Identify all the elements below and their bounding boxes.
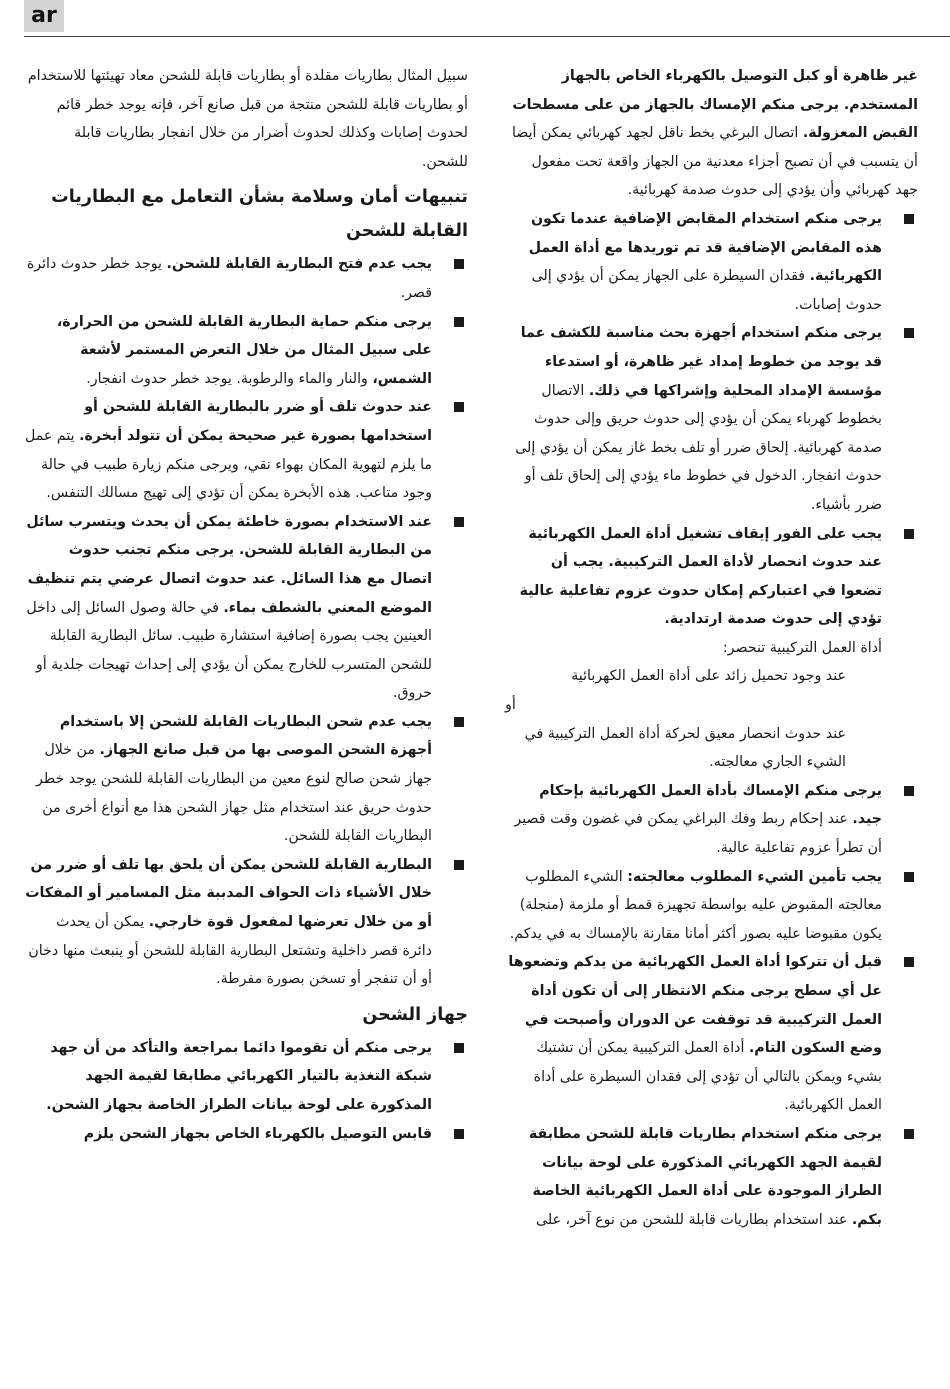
intro-paragraph: غير ظاهرة أو كبل التوصيل بالكهرباء الخاص بالجهاز المستخدم. يرجى منكم الإمساك بالجهاز من على مسطحات القبض المعزولة. اتصال البرغي بخط ناقل لجهد كهربائي يمكن أيضا أن يتسبب في أن تصبح أجزاء معدنية من الجهاز واقعة تحت مفعول جهد كهربائي وأن يؤدي إلى حدوث صدمة كهربائية. — [511, 68, 918, 199]
list-item: يرجى منكم حماية البطارية القابلة للشحن من الحرارة، على سبيل المثال من خلال التعرض المستمر لأشعة الشمس، والنار والماء والرطوبة. يوجد خطر حدوث انفجار. — [24, 308, 468, 394]
list-item: يرجى منكم استخدام المقابض الإضافية عندما تكون هذه المقابض الإضافية قد تم توريدها مع أداة العمل الكهربائية. فقدان السيطرة على الجهاز يمكن أن يؤدي إلى حدوث إصابات. — [505, 205, 918, 319]
sub-text: عند حدوث انحصار معيق لحركة أداة العمل التركيبية في الشيء الجاري معالجته. — [524, 725, 846, 771]
list-item: يرجى منكم الإمساك بأداة العمل الكهربائية بإحكام جيد. عند إحكام ربط وفك البراغي يمكن في غضون وقت قصير أن تطرأ عزوم تفاعلية عالية. — [505, 777, 918, 863]
list-item: يرجى منكم استخدام بطاريات قابلة للشحن مطابقة لقيمة الجهد الكهربائي المذكورة على لوحة بيانات الطراز الموجودة على أداة العمل الكهربائية الخاصة بكم. عند استخدام بطاريات قابلة للشحن من نوع آخر، على — [505, 1120, 918, 1234]
continued-paragraph: سبيل المثال بطاريات مقلدة أو بطاريات قابلة للشحن معاد تهيئتها للاستخدام أو بطاريات قابلة للشحن منتجة من قبل صانع آخر، فإنه يوجد خطر قائم لحدوث إصابات وكذلك لحدوث أضرار من خلال انفجار بطاريات قابلة للشحن. — [27, 68, 468, 170]
left-column — [24, 62, 468, 1148]
section-heading: تنبيهات أمان وسلامة بشأن التعامل مع البطاريات القابلة للشحن — [51, 187, 468, 242]
list-item: يجب على الفور إيقاف تشغيل أداة العمل الكهربائية عند حدوث انحصار لأداة العمل التركيبية. يجب أن تضعوا في اعتباركم إمكان حدوث عزوم تفاعلية عالية تؤدي إلى حدوث صدمة ارتدادية. — [505, 520, 918, 634]
list-item: يجب تأمين الشيء المطلوب معالجته: الشيء المطلوب معالجته المقبوض عليه بواسطة تجهيزة قمط أو ملزمة (منجلة) يكون مقبوضا عليه بصور أكثر أمانا مقارنة بالإمساك به في يدكم. — [505, 863, 918, 949]
list-item: البطارية القابلة للشحن يمكن أن يلحق بها تلف أو ضرر من خلال الأشياء ذات الحواف المدببة مثل المسامير أو المفكات أو من خلال تعرضها لمفعول قوة خارجي. يمكن أن يحدث دائرة قصر داخلية وتشتعل البطارية القابلة للشحن أو ينبعث منها دخان أو أن تنفجر أو تسخن بصورة مفرطة. — [24, 851, 468, 994]
right-column — [505, 62, 918, 1234]
sub-text: عند وجود تحميل زائد على أداة العمل الكهربائية — [571, 668, 846, 685]
list-item: يرجى منكم أن تقوموا دائما بمراجعة والتأكد من أن جهد شبكة التغذية بالتيار الكهربائي مطابقا لقيمة الجهد المذكورة على لوحة بيانات الطراز الخاصة بجهاز الشحن. — [24, 1034, 468, 1120]
sub-text: أو — [505, 697, 516, 714]
list-item: يجب عدم شحن البطاريات القابلة للشحن إلا باستخدام أجهزة الشحن الموصى بها من قبل صانع الجهاز. من خلال جهاز شحن صالح لنوع معين من البطاريات القابلة للشحن يوجد خطر حدوث حريق عند استخدام مثل جهاز الشحن هذا مع أنواع أخرى من البطاريات القابلة للشحن. — [24, 708, 468, 851]
section-heading: جهاز الشحن — [362, 1004, 468, 1025]
list-item: يجب عدم فتح البطارية القابلة للشحن. يوجد خطر حدوث دائرة قصر. — [24, 250, 468, 307]
list-item: يرجى منكم استخدام أجهزة بحث مناسبة للكشف عما قد يوجد من خطوط إمداد غير ظاهرة، أو استدعاء مؤسسة الإمداد المحلية وإشراكها في ذلك. الاتصال بخطوط كهرباء يمكن أن يؤدي إلى حدوث حريق وإلى حدوث صدمة كهربائية. إلحاق ضرر أو تلف بخط غاز يمكن أن يؤدي إلى حدوث انفجار. الدخول في خطوط ماء يؤدي إلى إلحاق تلف أو ضرر بأشياء. — [505, 319, 918, 519]
list-item: عند الاستخدام بصورة خاطئة يمكن أن يحدث ويتسرب سائل من البطارية القابلة للشحن. يرجى منكم تجنب حدوث اتصال مع هذا السائل. عند حدوث اتصال عرضي يتم تنظيف الموضع المعني بالشطف بماء. في حالة وصول السائل إلى داخل العينين يجب بصورة إضافية استشارة طبيب. سائل البطارية القابلة للشحن المتسرب للخارج يمكن أن يؤدي إلى إحداث تهيجات جلدية أو حروق. — [24, 508, 468, 708]
list-item: قبل أن تتركوا أداة العمل الكهربائية من يدكم وتضعوها عل أي سطح يرجى منكم الانتظار إلى أن تكون أداة العمل التركيبية قد توقفت عن الدوران وأصبحت في وضع السكون التام. أداة العمل التركيبية يمكن أن تشتبك بشيء ويمكن بالتالي أن تؤدي إلى فقدان السيطرة على أداة العمل الكهربائية. — [505, 948, 918, 1120]
language-tab: ar — [24, 0, 64, 32]
sub-text: أداة العمل التركيبية تنحصر: — [722, 639, 882, 656]
page-header — [24, 0, 950, 37]
list-item: قابس التوصيل بالكهرباء الخاص بجهاز الشحن يلزم — [24, 1120, 468, 1149]
list-item: عند حدوث تلف أو ضرر بالبطارية القابلة للشحن أو استخدامها بصورة غير صحيحة يمكن أن تتولد أبخرة. يتم عمل ما يلزم لتهوية المكان بهواء نقي، ويرجى منكم زيارة طبيب في حالة وجود متاعب. هذه الأبخرة يمكن أن تؤدي إلى تهيج مسالك التنفس. — [24, 393, 468, 507]
